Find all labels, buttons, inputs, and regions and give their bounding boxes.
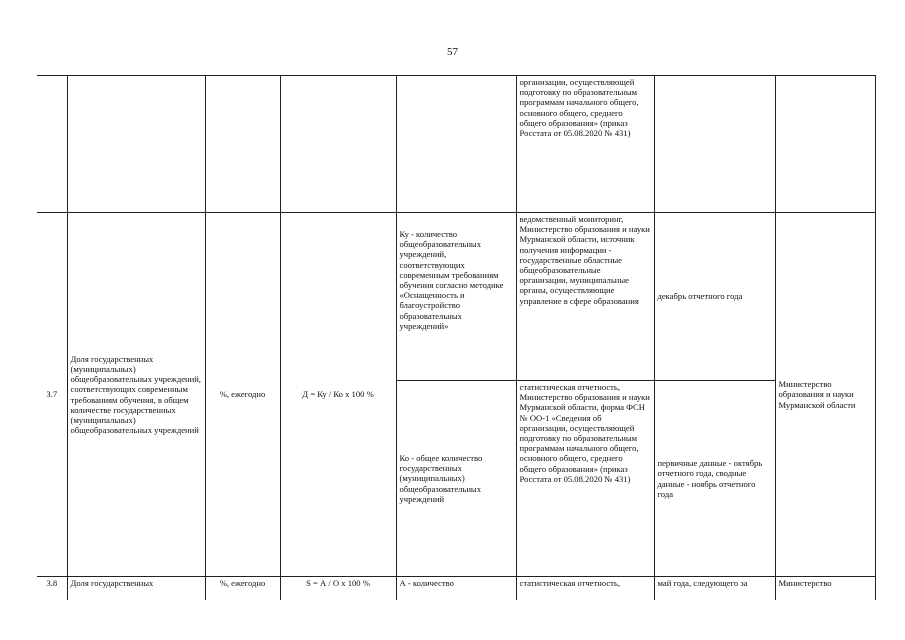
cell-date: май года, следующего за [654,577,775,600]
cell-row-number: 3.7 [37,213,67,577]
cell-indicator-name: Доля государственных [67,577,205,600]
cell-date-ku: декабрь отчетного года [654,213,775,381]
cell-responsible [775,76,875,213]
cell-variable-ko: Ко - общее количество государственных (муниципальных) общеобразовательных учреждений [396,381,516,577]
cell-source: статистическая отчетность, [516,577,654,600]
cell-num [37,76,67,213]
table-row-3-7-a [37,213,875,381]
cell-unit: %, ежегодно [205,577,280,600]
cell-date [654,76,775,213]
cell-variable-ku: Ку - количество общеобразовательных учреждений, соответствующих современным требованиям обучения согласно методике «Оснащенность и благоустройство образовательных учреждений» [396,213,516,381]
cell-formula: Д = Ку / Ко х 100 % [280,213,396,577]
page-number: 57 [447,46,458,58]
cell-unit [205,76,280,213]
cell-variable: А - количество [396,577,516,600]
cell-formula [280,76,396,213]
indicators-table [37,75,876,600]
cell-unit: %, ежегодно [205,213,280,577]
table-row-3-8 [37,577,875,600]
table-row-continuation [37,76,875,213]
cell-responsible: Министерство образования и науки Мурманской области [775,213,875,577]
cell-date-ko: первичные данные - октябрь отчетного года, сводные данные - ноябрь отчетного года [654,381,775,577]
cell-source-ko: статистическая отчетность, Министерство образования и науки Мурманской области, форма ФСН № ОО-1 «Сведения об организации, осуществляющей подготовку по образовательным программам начального общего, основного общего, среднего общего образования» (приказ Росстата от 05.08.2020 № 431) [516,381,654,577]
cell-source: организации, осуществляющей подготовку по образовательным программам начального общего, основного общего, среднего общего образования» (приказ Росстата от 05.08.2020 № 431) [516,76,654,213]
cell-indicator-name: Доля государственных (муниципальных) общеобразовательных учреждений, соответствующих современным требованиям обучения, в общем количестве государственных (муниципальных) общеобразовательных учреждений [67,213,205,577]
cell-responsible: Министерство [775,577,875,600]
cell-name [67,76,205,213]
cell-formula: S = А / О х 100 % [280,577,396,600]
cell-variable [396,76,516,213]
cell-row-number: 3.8 [37,577,67,600]
cell-source-ku: ведомственный мониторинг, Министерство образования и науки Мурманской области, источник получения информации - государственные областные общеобразовательные организации, муниципальные органы, осуществляющие управление в сфере образования [516,213,654,381]
